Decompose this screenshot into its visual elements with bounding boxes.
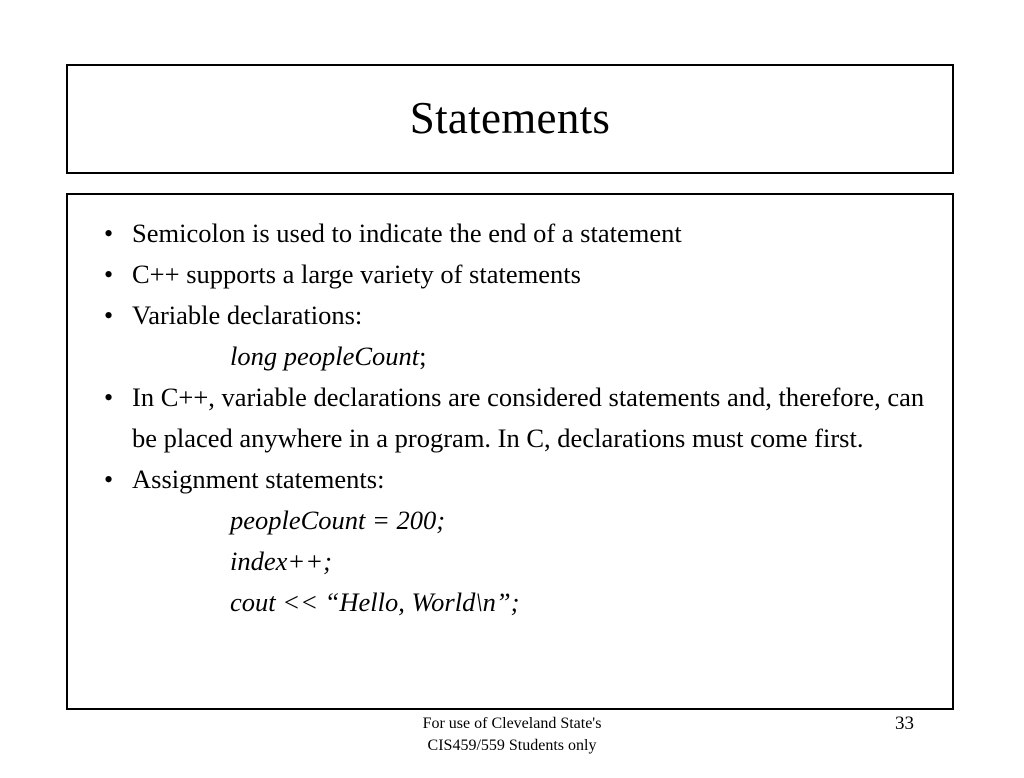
code-sample-line — [90, 500, 930, 541]
list-item — [90, 213, 930, 254]
list-item-text: Semicolon is used to indicate the end of a statement — [132, 218, 682, 248]
page-number: 33 — [895, 713, 914, 734]
list-item — [90, 459, 930, 500]
list-item — [90, 254, 930, 295]
code-sample-line — [90, 541, 930, 582]
bullet-marker-icon: • — [104, 383, 114, 412]
list-item — [90, 295, 930, 336]
list-item-text: Assignment statements: — [132, 464, 385, 494]
code-sample-line — [90, 582, 930, 623]
code-line: peopleCount = 200; — [230, 505, 446, 535]
code-line: cout << “Hello, World\n”; — [230, 587, 520, 617]
code-declaration-line — [90, 336, 930, 377]
code-line: index++; — [230, 546, 332, 576]
bullet-marker-icon: • — [104, 260, 114, 289]
footer-line-2: CIS459/559 Students only — [427, 737, 597, 754]
bullet-marker-icon: • — [104, 465, 114, 494]
list-item-text: C++ supports a large variety of statements — [132, 259, 581, 289]
code-line — [90, 336, 930, 377]
slide-title-box — [66, 64, 954, 174]
bullet-list — [90, 213, 930, 623]
code-declaration-text: long peopleCount — [230, 341, 420, 371]
slide-body-box — [66, 193, 954, 710]
list-item-text: In C++, variable declarations are considered statements and, therefore, can be placed anywhere in a program. In C, declarations must come first. — [132, 382, 925, 453]
bullet-marker-icon: • — [104, 301, 114, 330]
list-item-text: Variable declarations: — [132, 300, 363, 330]
code-declaration-semicolon: ; — [419, 341, 427, 371]
footer-line-1: For use of Cleveland State's — [422, 715, 602, 732]
bullet-marker-icon: • — [104, 219, 114, 248]
page-title: Statements — [409, 93, 611, 144]
slide-footer — [0, 713, 1024, 757]
list-item — [90, 377, 930, 459]
